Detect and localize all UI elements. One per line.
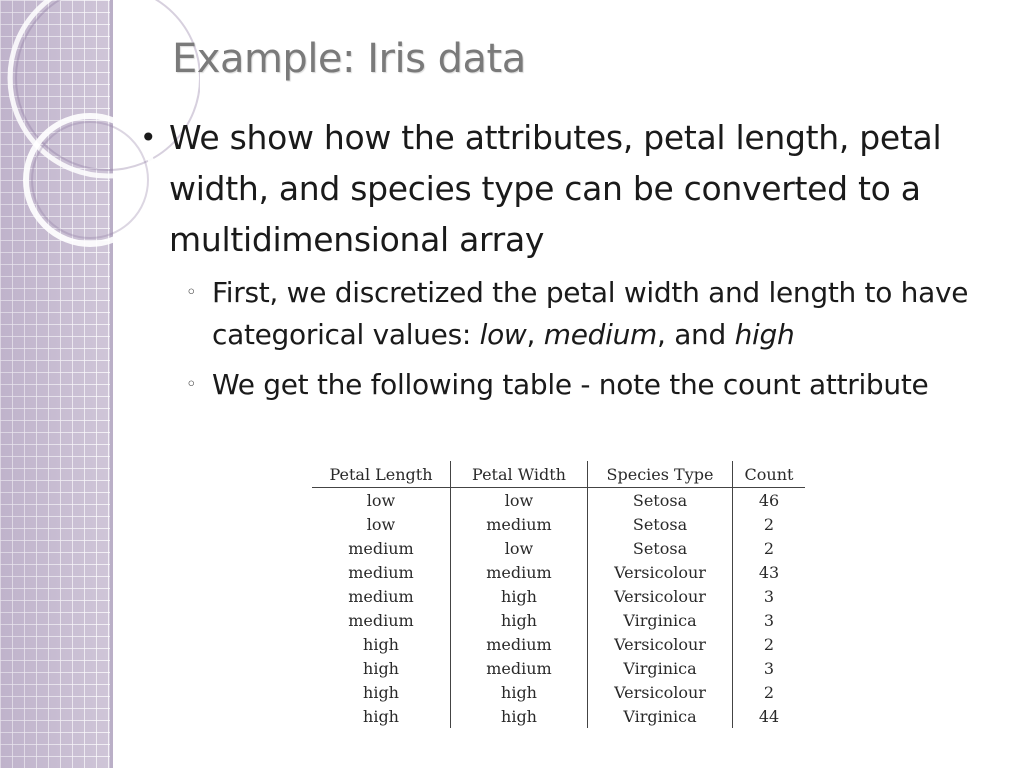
- cell-count: 3: [763, 610, 775, 630]
- sub-bullet-discretize: [186, 272, 1016, 356]
- bullet-glyph: •: [140, 121, 157, 154]
- column-header-petal-length: Petal Length: [312, 461, 451, 488]
- table-body: [312, 488, 805, 729]
- table-row: [312, 584, 805, 608]
- table-row: [312, 632, 805, 656]
- separator: , and: [657, 318, 735, 351]
- cell-petal-width: high: [451, 680, 588, 704]
- slide-title: Example: Iris data: [172, 36, 526, 82]
- cell-species-type: Versicolour: [588, 680, 733, 704]
- value-high: high: [734, 318, 795, 351]
- sub-bullet-table-note: [186, 364, 1016, 406]
- cell-species-type: Virginica: [588, 608, 733, 632]
- table-row: [312, 680, 805, 704]
- cell-count: 3: [763, 658, 775, 678]
- sub-bullet-text-start: First, we discretized the petal width and length to have categorical values:: [212, 276, 969, 351]
- cell-petal-length: high: [312, 632, 451, 656]
- cell-petal-length: medium: [312, 536, 451, 560]
- column-header-species-type: Species Type: [588, 461, 733, 488]
- cell-petal-width: medium: [451, 512, 588, 536]
- table-header-row: [312, 461, 805, 488]
- cell-species-type: Setosa: [588, 512, 733, 536]
- cell-petal-length: low: [312, 512, 451, 536]
- cell-petal-length: high: [312, 704, 451, 728]
- cell-count: 44: [758, 706, 780, 726]
- cell-count: 46: [758, 490, 780, 510]
- cell-petal-length: high: [312, 680, 451, 704]
- cell-petal-width: medium: [451, 632, 588, 656]
- table-row: [312, 512, 805, 536]
- cell-species-type: Setosa: [588, 536, 733, 560]
- cell-species-type: Setosa: [588, 488, 733, 513]
- sub-bullet-glyph: ◦: [186, 374, 197, 395]
- column-header-petal-width: Petal Width: [451, 461, 588, 488]
- sub-bullet-text: [212, 272, 1016, 356]
- main-bullet-text: We show how the attributes, petal length, petal width, and species type can be converted to a multidimensional array: [169, 118, 942, 259]
- cell-petal-length: high: [312, 656, 451, 680]
- table-row: [312, 536, 805, 560]
- iris-count-table: [312, 461, 805, 728]
- cell-species-type: Versicolour: [588, 632, 733, 656]
- cell-count: 2: [763, 538, 775, 558]
- table-row: [312, 704, 805, 728]
- cell-petal-width: high: [451, 584, 588, 608]
- cell-petal-width: high: [451, 704, 588, 728]
- cell-petal-length: low: [312, 488, 451, 513]
- table-row: [312, 656, 805, 680]
- table-row: [312, 560, 805, 584]
- column-header-count: Count: [733, 461, 806, 488]
- cell-species-type: Virginica: [588, 704, 733, 728]
- cell-species-type: Versicolour: [588, 584, 733, 608]
- cell-count: 43: [758, 562, 780, 582]
- cell-petal-width: low: [451, 536, 588, 560]
- table-row: [312, 608, 805, 632]
- cell-petal-width: medium: [451, 656, 588, 680]
- value-low: low: [479, 318, 527, 351]
- cell-petal-length: medium: [312, 608, 451, 632]
- cell-petal-width: high: [451, 608, 588, 632]
- cell-petal-width: medium: [451, 560, 588, 584]
- cell-petal-width: low: [451, 488, 588, 513]
- table-row: [312, 488, 805, 513]
- cell-species-type: Virginica: [588, 656, 733, 680]
- cell-petal-length: medium: [312, 584, 451, 608]
- main-bullet: [140, 112, 1010, 265]
- cell-count: 2: [763, 682, 775, 702]
- cell-count: 2: [763, 514, 775, 534]
- cell-count: 3: [763, 586, 775, 606]
- cell-count: 2: [763, 634, 775, 654]
- separator: ,: [526, 318, 544, 351]
- cell-species-type: Versicolour: [588, 560, 733, 584]
- value-medium: medium: [543, 318, 657, 351]
- cell-petal-length: medium: [312, 560, 451, 584]
- sub-bullet-text: We get the following table - note the count attribute: [212, 368, 929, 401]
- sub-bullet-glyph: ◦: [186, 282, 197, 303]
